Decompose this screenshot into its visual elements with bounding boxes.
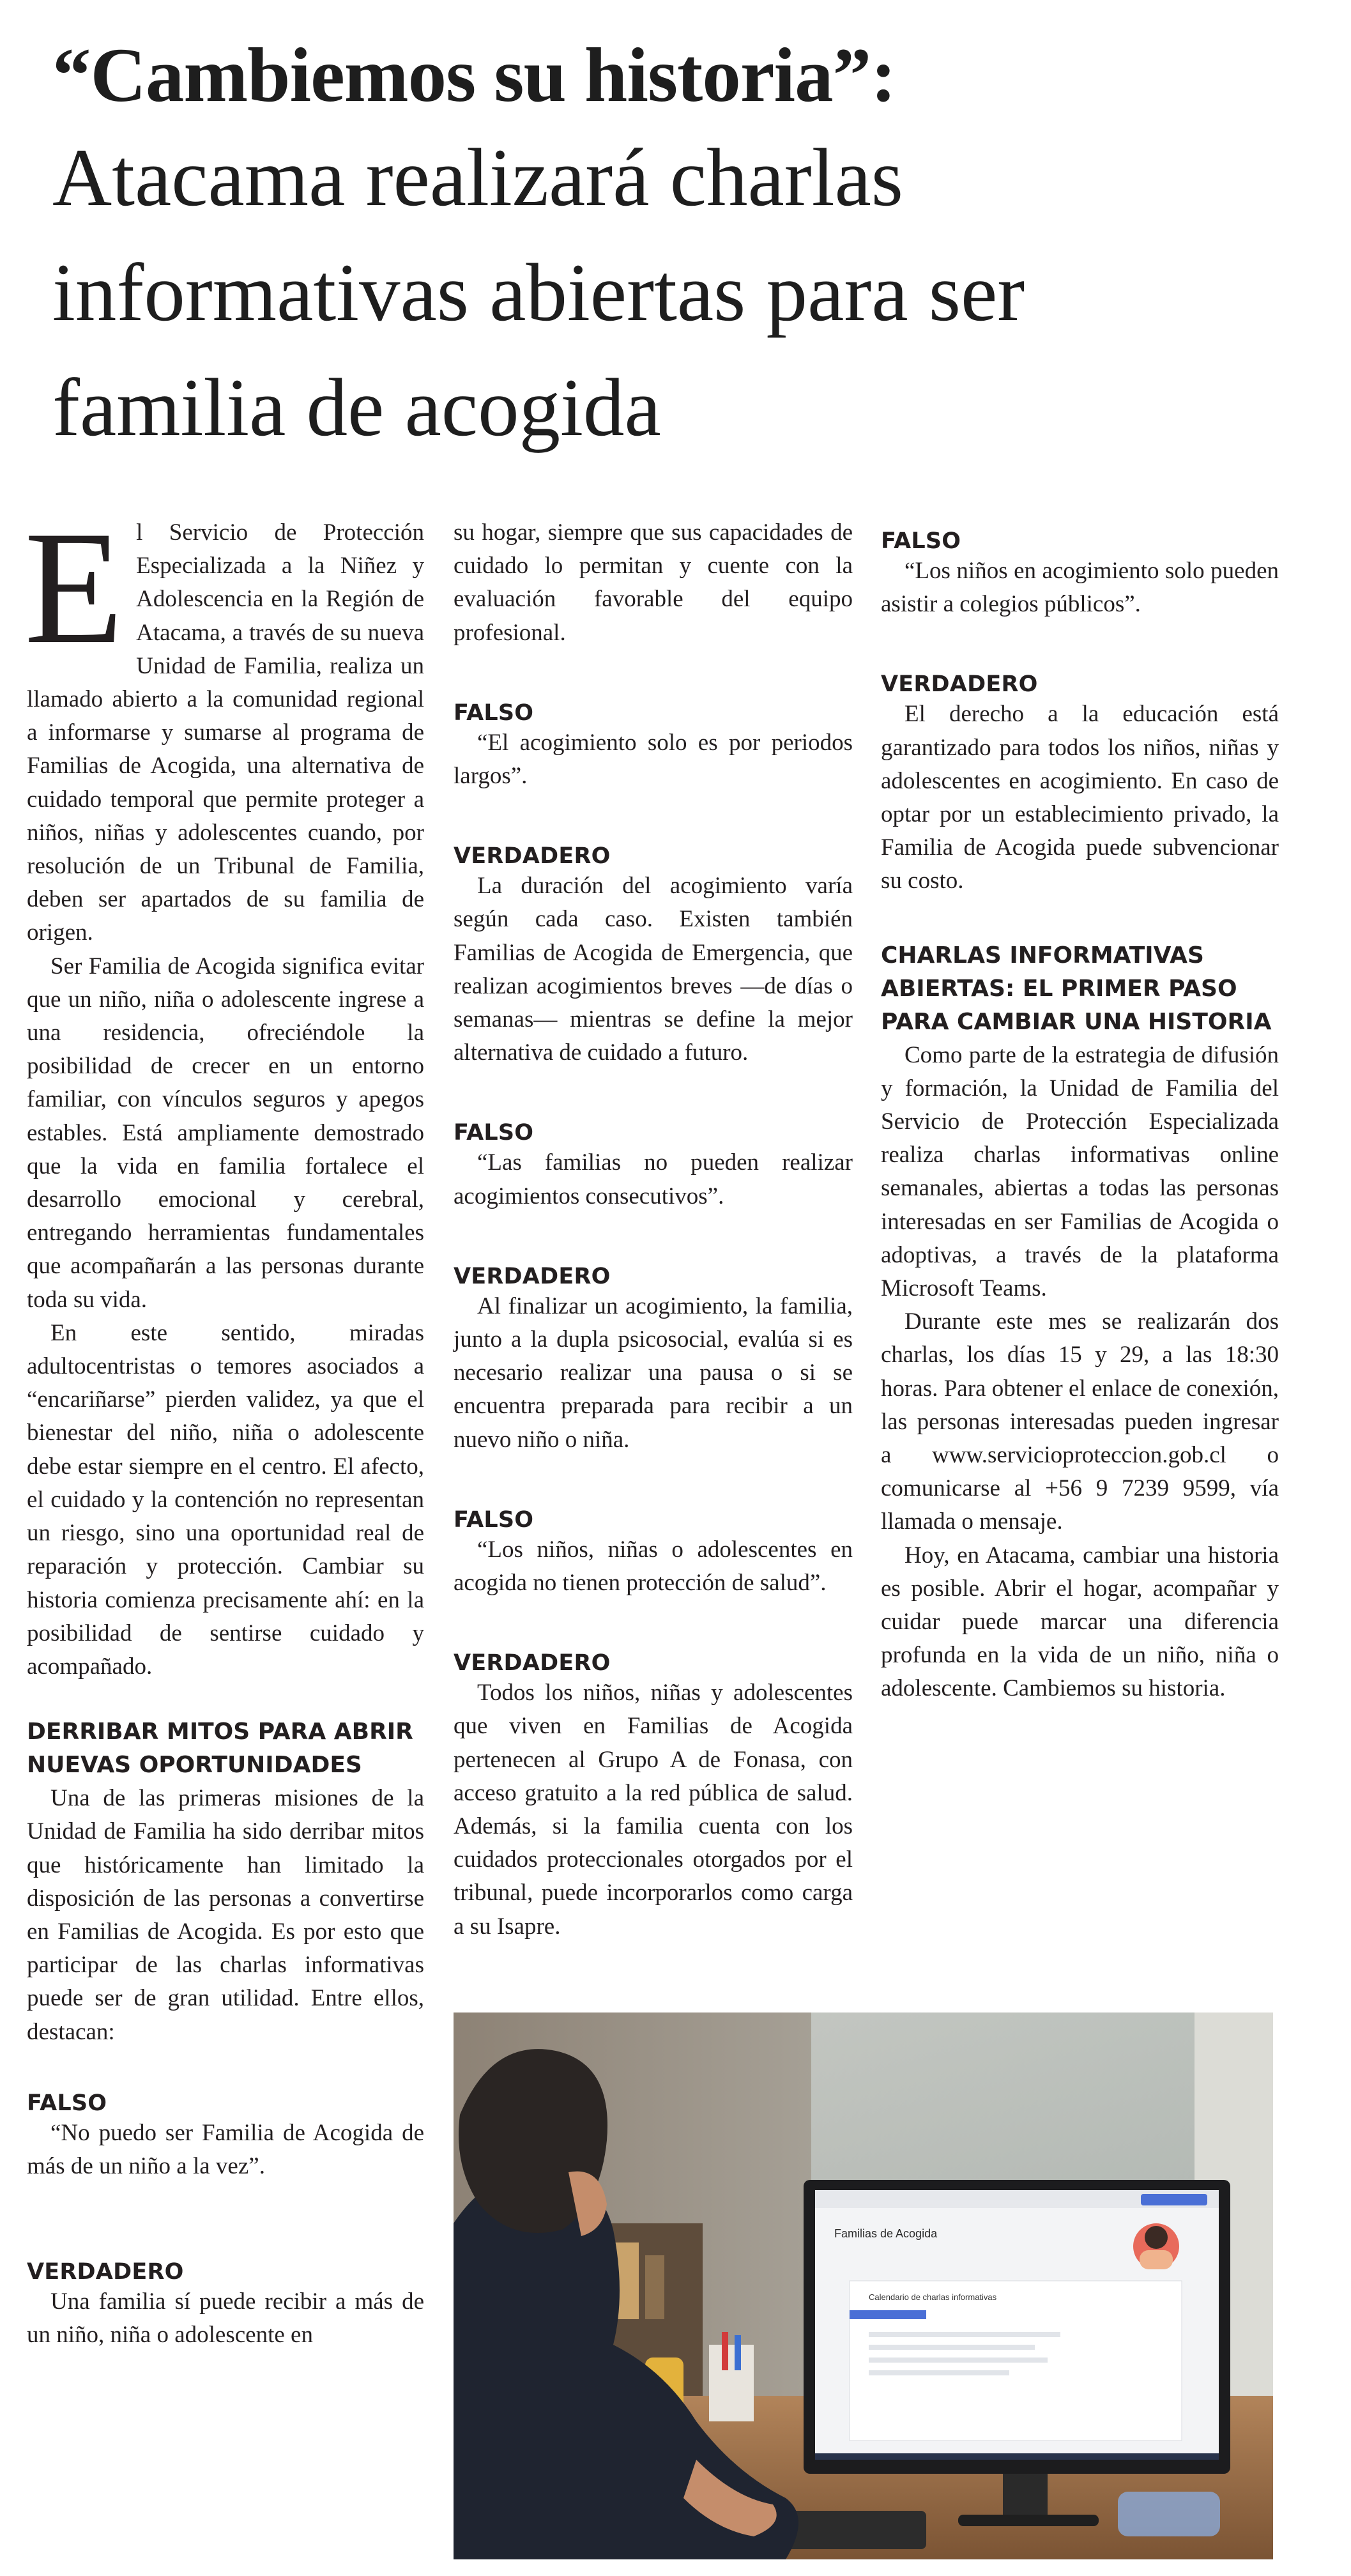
intro-paragraph: El Servicio de Protección Especializada a la Niñez y Adolescencia en la Región de Atacama, a través de su nueva Unidad de Familia, realiza un llamado abierto a la comunidad regional a informarse y sumarse al programa de Familias de Acogida, una alternativa de cuidado temporal que permite proteger a niños, niñas y adolescentes cuando, por resolución de un Tribunal de Familia, deben ser apartados de su familia de origen. xyxy=(24,498,424,946)
screen-title: Familias de Acogida xyxy=(834,2227,938,2240)
headline-deck-line-2: informativas abiertas para ser xyxy=(52,247,1025,338)
truth-5: El derecho a la educación está garantizado para todos los niños, niñas y adolescentes en acogimiento. En caso de optar por un establecimiento privado, la Familia de Acogida puede subvencionar su costo. xyxy=(881,701,1279,894)
headline xyxy=(52,31,1317,465)
paragraph-3: En este sentido, miradas adultocentristas o temores asociados a “encariñarse” pierden validez, ya que el bienestar del niño, niña o adolescente debe estar siempre en el centro. El afecto, el cuidado y la contención no representan un riesgo, sino una oportunidad real de reparación y protección. Cambiar su historia comienza precisamente ahí: en la posibilidad de sentirse cuidado y acompañado. xyxy=(27,1319,424,1680)
drop-cap: E xyxy=(24,498,124,677)
falso-label-3: FALSO xyxy=(454,1120,534,1146)
truth-3: Al finalizar un acogimiento, la familia, junto a la dupla psicosocial, evalúa si es necesario realizar una pausa o si se encuentra preparada para recibir a un nuevo niño o niña. xyxy=(454,1292,853,1453)
falso-label-4: FALSO xyxy=(454,1506,534,1533)
screen-subtitle: Calendario de charlas informativas xyxy=(869,2292,997,2302)
verdadero-label-1: VERDADERO xyxy=(27,2259,184,2285)
headline-deck-line-1: Atacama realizará charlas xyxy=(52,132,904,223)
myth-4: “Los niños, niñas o adolescentes en acogida no tienen protección de salud”. xyxy=(454,1536,853,1597)
myth-3: “Las familias no pueden realizar acogimientos consecutivos”. xyxy=(454,1149,853,1209)
article-column-3 xyxy=(881,528,1279,1706)
truth-4: Todos los niños, niñas y adolescentes que viven en Familias de Acogida pertenecen al Grupo A de Fonasa, con acceso gratuito a la red pública de salud. Además, si la familia cuenta con los cuidados proteccionales otorgados por el tribunal, puede incorporarlos como carga a su Isapre. xyxy=(454,1680,853,1940)
paragraph-5: Como parte de la estrategia de difusión y formación, la Unidad de Familia del Servicio de Protección Especializada realiza charlas informativas online semanales, abiertas a todas las personas interesadas en ser Familias de Acogida o adoptivas, a través de la plataforma Microsoft Teams. xyxy=(881,1041,1279,1302)
paragraph-2: Ser Familia de Acogida significa evitar que un niño, niña o adolescente ingrese a una residencia, ofreciéndole la posibilidad de crecer en un entorno familiar, con vínculos seguros y apegos estables. Está ampliamente demostrado que la vida en familia fortalece el desarrollo emocional y cerebral, entregando herramientas fundamentales que acompañarán a las personas durante toda su vida. xyxy=(27,953,424,1313)
subhead-derribar-mitos: DERRIBAR MITOS PARA ABRIR NUEVAS OPORTUNIDADES xyxy=(27,1719,413,1779)
verdadero-label-5: VERDADERO xyxy=(881,671,1038,698)
subhead-charlas-informativas: CHARLAS INFORMATIVAS ABIERTAS: EL PRIMER PASO PARA CAMBIAR UNA HISTORIA xyxy=(881,942,1272,1035)
verdadero-label-4: VERDADERO xyxy=(454,1650,611,1676)
falso-label-5: FALSO xyxy=(881,528,961,554)
falso-label-2: FALSO xyxy=(454,700,534,726)
truth-2: La duración del acogimiento varía según cada caso. Existen también Familias de Acogida de Emergencia, que realizan acogimientos breves —de días o semanas— mientras se define la mejor alternativa de cuidado a futuro. xyxy=(454,873,853,1066)
truth-1-continued: su hogar, siempre que sus capacidades de cuidado lo permitan y cuente con la evaluación favorable del equipo profesional. xyxy=(454,519,853,646)
verdadero-label-3: VERDADERO xyxy=(454,1263,611,1289)
falso-label-1: FALSO xyxy=(27,2090,107,2116)
myth-5: “Los niños en acogimiento solo pueden asistir a colegios públicos”. xyxy=(881,558,1279,618)
article-photo xyxy=(454,2012,1273,2559)
myth-2: “El acogimiento solo es por periodos largos”. xyxy=(454,729,853,790)
paragraph-4: Una de las primeras misiones de la Unidad de Familia ha sido derribar mitos que históricamente han limitado la disposición de las personas a convertirse en Familias de Acogida. Es por esto que participar de las charlas informativas puede ser de gran utilidad. Entre ellos, destacan: xyxy=(27,1785,424,2045)
truth-1-start: Una familia sí puede recibir a más de un niño, niña o adolescente en xyxy=(27,2288,424,2349)
verdadero-label-2: VERDADERO xyxy=(454,843,611,870)
headline-kicker: “Cambiemos su historia”: xyxy=(52,33,896,118)
photo-illustration xyxy=(454,2012,1273,2559)
myth-1: “No puedo ser Familia de Acogida de más de un niño a la vez”. xyxy=(27,2119,424,2179)
headline-deck-line-3: familia de acogida xyxy=(52,362,661,453)
paragraph-6: Durante este mes se realizarán dos charlas, los días 15 y 29, a las 18:30 horas. Para obtener el enlace de conexión, las personas interesadas pueden ingresar a www.servicioproteccion.gob.cl o comunicarse al +56 9 7239 9599, vía llamada o mensaje. xyxy=(881,1308,1279,1535)
paragraph-7: Hoy, en Atacama, cambiar una historia es posible. Abrir el hogar, acompañar y cuidar puede marcar una diferencia profunda en la vida de un niño, niña o adolescente. Cambiemos su historia. xyxy=(881,1542,1279,1702)
article-column-1 xyxy=(24,498,424,2352)
article-column-2 xyxy=(454,516,853,1943)
